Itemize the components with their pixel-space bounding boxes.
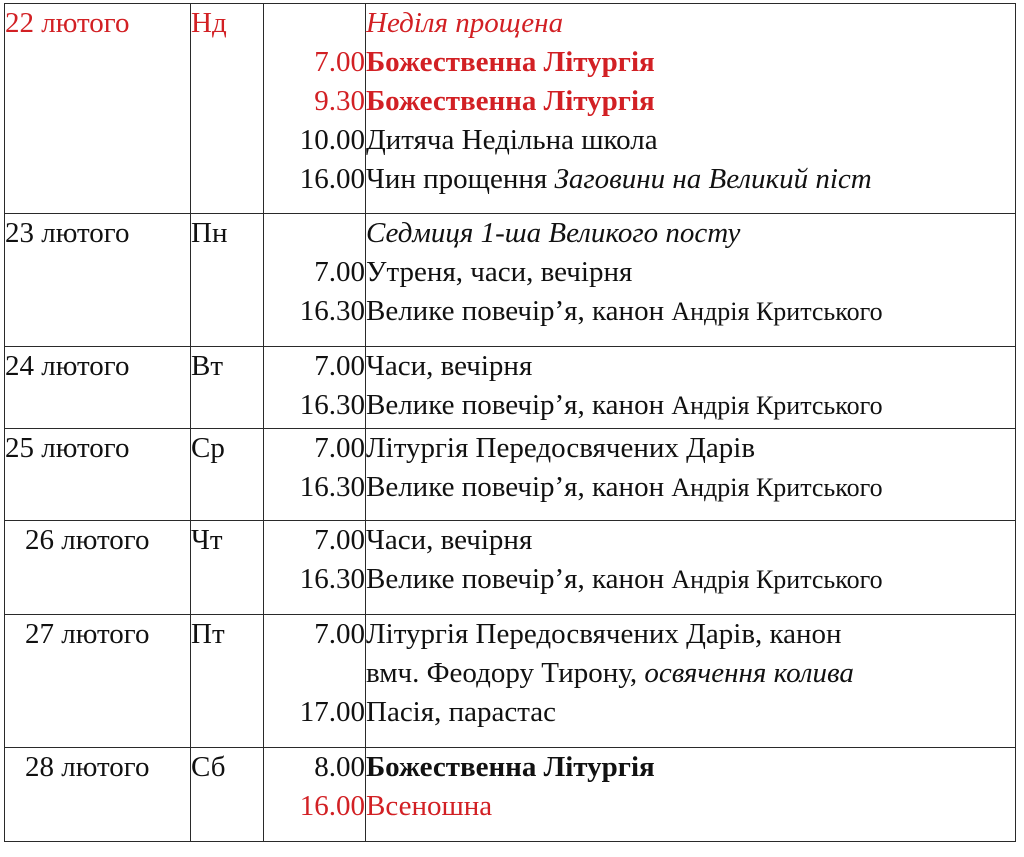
time-value: 16.30 <box>299 389 365 421</box>
event-text: вмч. Феодору Тирону, <box>366 657 638 689</box>
time-value: 7.00 <box>314 432 365 464</box>
time-cell <box>264 615 366 748</box>
time-value: 7.00 <box>314 46 365 78</box>
table-row <box>5 521 1016 615</box>
table-row <box>5 429 1016 521</box>
event-cell <box>366 429 1016 521</box>
event-note: Андрія Критського <box>671 565 883 594</box>
event-note: Андрія Критського <box>671 297 883 326</box>
event-text: Часи, вечірня <box>366 524 533 556</box>
time-value: 9.30 <box>314 85 365 117</box>
event-text: Літургія Передосвячених Дарів <box>366 432 756 464</box>
event-cell <box>366 521 1016 615</box>
event-line <box>366 160 1015 199</box>
event-cell <box>366 748 1016 842</box>
event-text: Велике повечір’я, канон <box>366 389 665 421</box>
time-value: 10.00 <box>299 124 365 156</box>
event-text: Часи, вечірня <box>366 350 533 382</box>
time-cell <box>264 429 366 521</box>
service-schedule-table <box>4 3 1016 842</box>
table-row <box>5 4 1016 214</box>
weekday-cell: Ср <box>191 429 264 521</box>
time-cell <box>264 347 366 429</box>
event-cell <box>366 615 1016 748</box>
event-text: Всеношна <box>366 790 493 822</box>
time-cell <box>264 4 366 214</box>
time-value: 7.00 <box>314 256 365 288</box>
event-cell <box>366 214 1016 347</box>
time-value: 17.00 <box>299 696 365 728</box>
event-cell <box>366 4 1016 214</box>
weekday-cell: Нд <box>191 4 264 214</box>
event-line <box>366 386 1015 425</box>
time-value: 16.00 <box>299 790 365 822</box>
date-cell: 22 лютого <box>5 4 191 214</box>
event-text: Велике повечір’я, канон <box>366 563 665 595</box>
event-note: Заговини на Великий піст <box>554 163 872 195</box>
weekday-cell: Вт <box>191 347 264 429</box>
time-cell <box>264 214 366 347</box>
date-cell: 28 лютого <box>5 748 191 842</box>
table-row <box>5 347 1016 429</box>
event-cell <box>366 347 1016 429</box>
event-line <box>366 468 1015 507</box>
time-cell <box>264 521 366 615</box>
date-cell: 27 лютого <box>5 615 191 748</box>
date-cell: 26 лютого <box>5 521 191 615</box>
event-text: Божественна Літургія <box>366 46 655 78</box>
table-row <box>5 615 1016 748</box>
table-row <box>5 214 1016 347</box>
day-title: Седмиця 1-ша Великого посту <box>366 217 741 249</box>
weekday-cell: Чт <box>191 521 264 615</box>
time-value: 7.00 <box>314 618 365 650</box>
time-value: 8.00 <box>314 751 365 783</box>
event-line <box>366 560 1015 599</box>
date-cell: 25 лютого <box>5 429 191 521</box>
event-text: Велике повечір’я, канон <box>366 471 665 503</box>
time-value: 16.30 <box>299 295 365 327</box>
event-text: Утреня, часи, вечірня <box>366 256 633 288</box>
event-text: Божественна Літургія <box>366 85 655 117</box>
weekday-cell: Пн <box>191 214 264 347</box>
event-text: Чин прощення <box>366 163 548 195</box>
event-text: Літургія Передосвячених Дарів, канон <box>366 618 842 650</box>
weekday-cell: Сб <box>191 748 264 842</box>
event-line <box>366 654 1015 693</box>
event-text: Пасія, парастас <box>366 696 556 728</box>
event-text: Дитяча Недільна школа <box>366 124 658 156</box>
time-value: 16.30 <box>299 563 365 595</box>
day-title: Неділя прощена <box>366 7 564 39</box>
weekday-cell: Пт <box>191 615 264 748</box>
table-row <box>5 748 1016 842</box>
time-cell <box>264 748 366 842</box>
event-line <box>366 292 1015 331</box>
schedule-sheet <box>4 3 1015 842</box>
date-cell: 23 лютого <box>5 214 191 347</box>
event-text: Божественна Літургія <box>366 751 655 783</box>
event-note: освячення колива <box>644 657 854 689</box>
time-value: 7.00 <box>314 524 365 556</box>
event-text: Велике повечір’я, канон <box>366 295 665 327</box>
event-note: Андрія Критського <box>671 473 883 502</box>
date-cell: 24 лютого <box>5 347 191 429</box>
time-value: 16.00 <box>299 163 365 195</box>
time-value: 16.30 <box>299 471 365 503</box>
time-value: 7.00 <box>314 350 365 382</box>
event-note: Андрія Критського <box>671 391 883 420</box>
